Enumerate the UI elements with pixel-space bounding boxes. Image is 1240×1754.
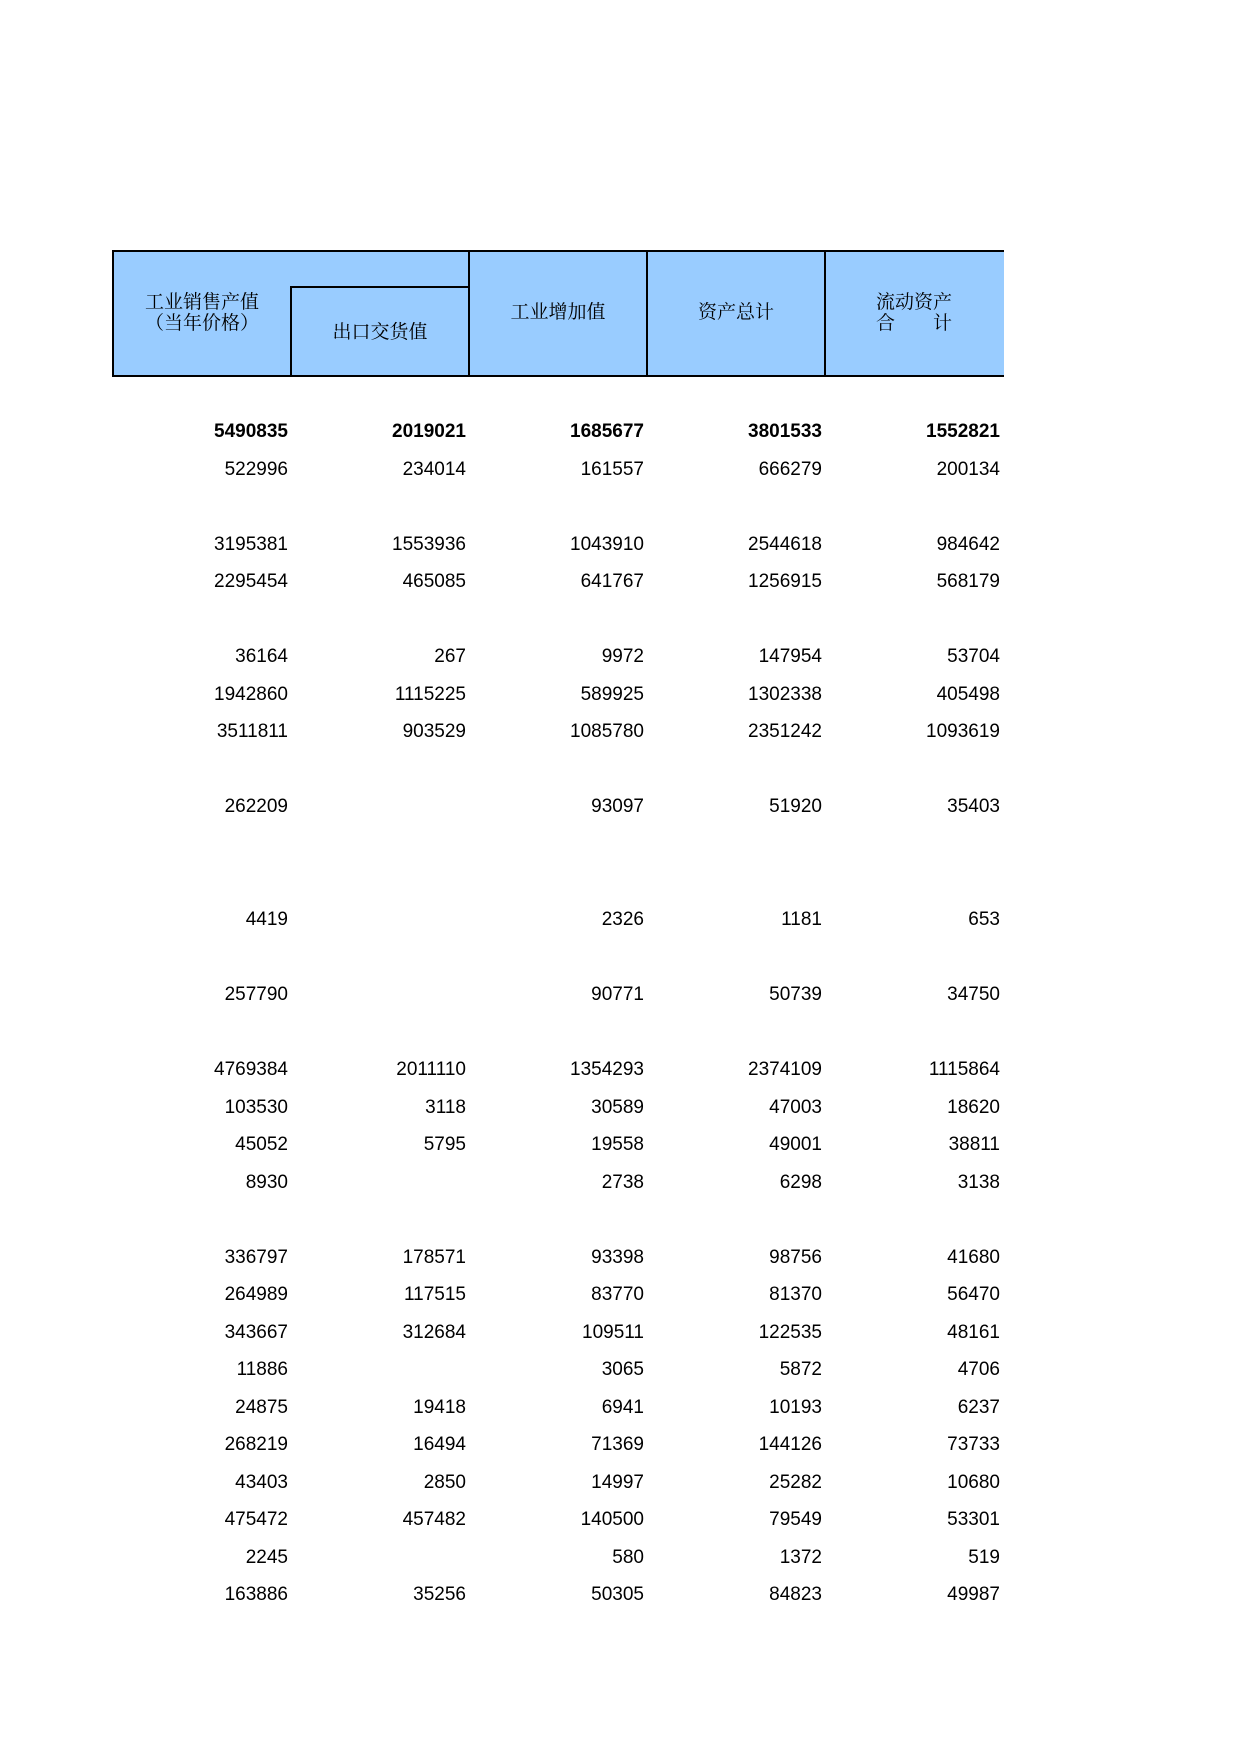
table-cell: 3195381	[214, 534, 288, 555]
table-cell: 641767	[580, 571, 644, 592]
table-cell: 30589	[591, 1097, 644, 1118]
table-cell: 2374109	[748, 1059, 822, 1080]
table-cell: 93097	[591, 796, 644, 817]
table-cell: 2738	[601, 1172, 644, 1193]
table-cell: 200134	[936, 459, 1000, 480]
table-cell: 18620	[947, 1097, 1000, 1118]
table-cell: 589925	[580, 684, 644, 705]
table-cell: 6237	[957, 1397, 1000, 1418]
table-cell: 2011110	[396, 1059, 466, 1080]
table-cell: 3138	[957, 1172, 1000, 1193]
table-cell: 2245	[245, 1547, 288, 1568]
table-row	[112, 792, 1004, 822]
table-row	[112, 1130, 1004, 1160]
table-cell: 1181	[781, 909, 822, 930]
table-row	[112, 1168, 1004, 1198]
table-cell: 264989	[224, 1284, 288, 1305]
table-cell: 267	[434, 646, 466, 667]
table-cell: 10680	[947, 1472, 1000, 1493]
table-cell: 19418	[413, 1397, 466, 1418]
table-cell: 53301	[947, 1509, 1000, 1530]
table-cell: 36164	[235, 646, 288, 667]
table-cell: 1043910	[570, 534, 644, 555]
table-cell: 3065	[601, 1359, 644, 1380]
table-cell: 178571	[402, 1247, 466, 1268]
header-subdivider	[290, 286, 470, 288]
table-cell: 666279	[758, 459, 822, 480]
header-industrial-sales-value	[114, 292, 290, 334]
table-cell: 4706	[957, 1359, 1000, 1380]
table-cell: 580	[612, 1547, 644, 1568]
header-export-delivery-value: 出口交货值	[332, 321, 428, 343]
table-cell: 163886	[224, 1584, 288, 1605]
table-cell: 312684	[402, 1322, 466, 1343]
table-cell: 47003	[769, 1097, 822, 1118]
table-cell: 50305	[591, 1584, 644, 1605]
table-cell: 465085	[402, 571, 466, 592]
table-cell: 1093619	[926, 721, 1000, 742]
table-cell: 336797	[224, 1247, 288, 1268]
table-cell: 98756	[769, 1247, 822, 1268]
table-cell: 3511811	[216, 721, 288, 742]
table-cell: 11886	[236, 1359, 288, 1380]
table-cell: 48161	[947, 1322, 1000, 1343]
table-cell: 35403	[947, 796, 1000, 817]
table-cell: 2295454	[214, 571, 288, 592]
table-cell: 10193	[769, 1397, 822, 1418]
table-cell: 81370	[769, 1284, 822, 1305]
table-cell: 234014	[402, 459, 466, 480]
header-col1-line2: （当年价格）	[144, 312, 259, 334]
table-cell: 2326	[601, 909, 644, 930]
table-row	[112, 980, 1004, 1010]
table-header	[112, 250, 1004, 377]
table-cell: 268219	[224, 1434, 288, 1455]
table-cell: 43403	[235, 1472, 288, 1493]
table-cell: 262209	[224, 796, 288, 817]
table-cell: 34750	[947, 984, 1000, 1005]
table-cell: 109511	[582, 1322, 644, 1343]
table-cell: 2351242	[748, 721, 822, 742]
table-cell: 1354293	[570, 1059, 644, 1080]
table-cell: 457482	[402, 1509, 466, 1530]
table-cell: 6298	[779, 1172, 822, 1193]
table-row	[112, 1355, 1004, 1385]
table-row	[112, 1318, 1004, 1348]
table-cell: 56470	[947, 1284, 1000, 1305]
table-row	[112, 642, 1004, 672]
table-cell: 405498	[936, 684, 1000, 705]
header-col1-line1: 工业销售产值	[144, 291, 259, 313]
table-cell: 653	[968, 909, 1000, 930]
table-cell: 93398	[591, 1247, 644, 1268]
table-cell: 1085780	[570, 721, 644, 742]
table-row	[112, 1055, 1004, 1085]
table-row	[112, 455, 1004, 485]
table-cell: 5490835	[214, 421, 288, 442]
table-cell: 522996	[224, 459, 288, 480]
table-cell: 343667	[224, 1322, 288, 1343]
table-row	[112, 717, 1004, 747]
table-cell: 84823	[769, 1584, 822, 1605]
table-cell: 41680	[947, 1247, 1000, 1268]
table-row	[112, 680, 1004, 710]
table-cell: 25282	[769, 1472, 822, 1493]
table-cell: 903529	[402, 721, 466, 742]
table-cell: 53704	[947, 646, 1000, 667]
table-row	[112, 1580, 1004, 1610]
table-cell: 2544618	[748, 534, 822, 555]
table-cell: 519	[968, 1547, 1000, 1568]
header-col5-line1: 流动资产	[875, 291, 952, 313]
table-cell: 6941	[601, 1397, 644, 1418]
table-row	[112, 417, 1004, 447]
table-cell: 1302338	[748, 684, 822, 705]
table-cell: 38811	[948, 1134, 1000, 1155]
table-cell: 122535	[758, 1322, 822, 1343]
table-cell: 144126	[758, 1434, 822, 1455]
table-cell: 5795	[423, 1134, 466, 1155]
table-cell: 1553936	[392, 534, 466, 555]
table-cell: 71369	[591, 1434, 644, 1455]
table-cell: 45052	[235, 1134, 288, 1155]
table-cell: 9972	[601, 646, 644, 667]
table-row	[112, 567, 1004, 597]
header-total-assets: 资产总计	[697, 301, 774, 323]
table-cell: 103530	[224, 1097, 288, 1118]
table-row	[112, 1393, 1004, 1423]
table-cell: 1552821	[926, 421, 1000, 442]
table-row	[112, 1468, 1004, 1498]
table-row	[112, 530, 1004, 560]
header-current-assets	[826, 292, 1002, 334]
table-cell: 2850	[423, 1472, 466, 1493]
table-row	[112, 1243, 1004, 1273]
table-cell: 161557	[580, 459, 644, 480]
table-cell: 257790	[224, 984, 288, 1005]
table-cell: 73733	[947, 1434, 1000, 1455]
table-cell: 50739	[769, 984, 822, 1005]
table-cell: 19558	[591, 1134, 644, 1155]
table-cell: 1115225	[394, 684, 466, 705]
table-cell: 83770	[591, 1284, 644, 1305]
table-cell: 140500	[580, 1509, 644, 1530]
header-industrial-added-value: 工业增加值	[510, 301, 606, 323]
table-cell: 1942860	[214, 684, 288, 705]
table-cell: 4419	[245, 909, 288, 930]
table-cell: 475472	[224, 1509, 288, 1530]
table-cell: 117515	[404, 1284, 466, 1305]
table-cell: 1256915	[748, 571, 822, 592]
table-row	[112, 1505, 1004, 1535]
table-cell: 1372	[779, 1547, 822, 1568]
table-cell: 568179	[936, 571, 1000, 592]
table-row	[112, 1280, 1004, 1310]
table-row	[112, 1093, 1004, 1123]
table-cell: 984642	[936, 534, 1000, 555]
table-cell: 16494	[413, 1434, 466, 1455]
table-cell: 3801533	[748, 421, 822, 442]
table-cell: 8930	[245, 1172, 288, 1193]
table-cell: 51920	[769, 796, 822, 817]
table-row	[112, 905, 1004, 935]
table-cell: 4769384	[214, 1059, 288, 1080]
table-cell: 24875	[235, 1397, 288, 1418]
table-cell: 49001	[769, 1134, 822, 1155]
table-row	[112, 1430, 1004, 1460]
table-cell: 1115864	[928, 1059, 1000, 1080]
table-cell: 90771	[591, 984, 644, 1005]
table-cell: 2019021	[392, 421, 466, 442]
table-cell: 79549	[769, 1509, 822, 1530]
table-cell: 147954	[758, 646, 822, 667]
table-cell: 5872	[779, 1359, 822, 1380]
table-cell: 3118	[425, 1097, 466, 1118]
table-cell: 35256	[413, 1584, 466, 1605]
table-row	[112, 1543, 1004, 1573]
table-cell: 49987	[947, 1584, 1000, 1605]
table-cell: 1685677	[570, 421, 644, 442]
header-col5-line2: 合 计	[875, 312, 952, 334]
table-cell: 14997	[591, 1472, 644, 1493]
